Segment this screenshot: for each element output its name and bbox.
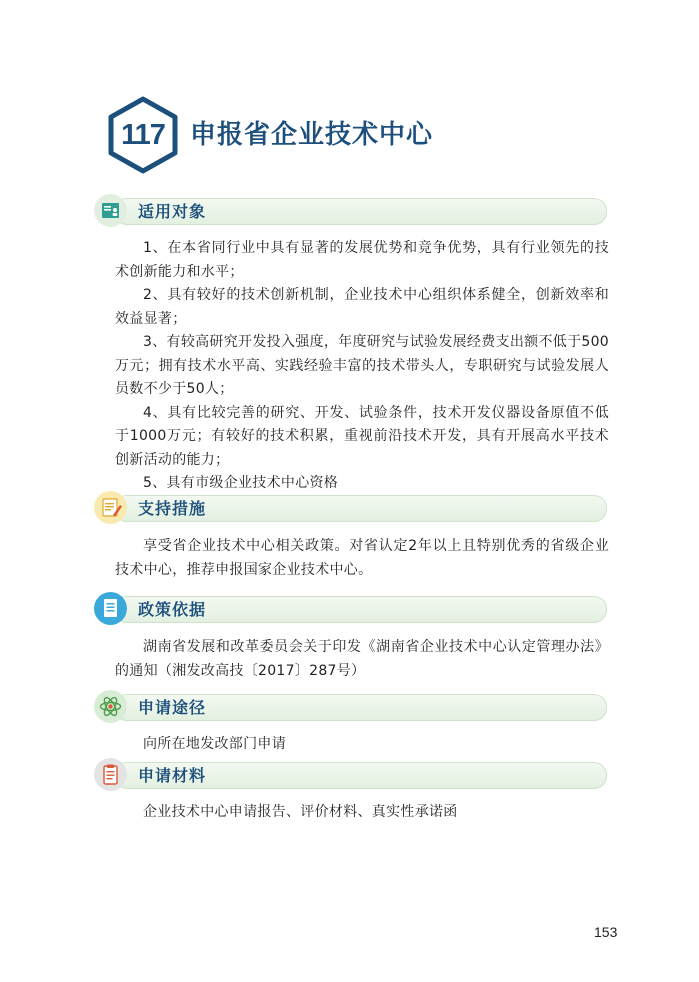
list-item: 1、在本省同行业中具有显著的发展优势和竞争优势，具有行业领先的技术创新能力和水平； xyxy=(115,240,609,280)
clipboard-icon xyxy=(94,758,127,791)
section-title: 适用对象 xyxy=(138,202,207,221)
support-text xyxy=(115,535,609,582)
document-list-icon xyxy=(94,592,127,625)
section-title: 政策依据 xyxy=(138,600,207,619)
list-item: 5、具有市级企业技术中心资格 xyxy=(143,475,339,491)
list-item: 4、具有比较完善的研究、开发、试验条件，技术开发仪器设备原值不低于1000万元；有较好的技术积累，重视前沿技术开发，具有开展高水平技术创新活动的能力； xyxy=(115,404,609,468)
section-header-materials xyxy=(94,758,607,791)
paragraph: 向所在地发改部门申请 xyxy=(143,736,286,752)
section-title: 支持措施 xyxy=(138,499,207,518)
list-item: 3、有较高研究开发投入强度，年度研究与试验发展经费支出额不低于500万元；拥有技术水平高、实践经验丰富的技术带头人，专职研究与试验发展人员数不少于50人； xyxy=(115,334,609,397)
page-title: 申报省企业技术中心 xyxy=(190,120,434,150)
atom-icon xyxy=(94,690,127,723)
paragraph: 湖南省发展和改革委员会关于印发《湖南省企业技术中心认定管理办法》的通知（湘发改高技〔2017〕287号） xyxy=(115,639,609,679)
item-number: 117 xyxy=(121,118,165,151)
document-pen-icon xyxy=(94,491,127,524)
person-card-icon xyxy=(94,194,127,227)
list-item: 2、具有较好的技术创新机制，企业技术中心组织体系健全，创新效率和效益显著； xyxy=(115,287,609,327)
section-header-channel xyxy=(94,690,607,723)
paragraph: 企业技术中心申请报告、评价材料、真实性承诺函 xyxy=(143,804,458,820)
page-number: 153 xyxy=(594,924,618,940)
section-header-policy xyxy=(94,592,607,625)
section-title: 申请途径 xyxy=(138,698,207,717)
policy-text xyxy=(115,636,609,683)
materials-text xyxy=(115,801,609,825)
paragraph: 享受省企业技术中心相关政策。对省认定2年以上且特别优秀的省级企业技术中心，推荐申报国家企业技术中心。 xyxy=(115,538,609,578)
channel-text xyxy=(115,733,609,757)
section-header-eligibility xyxy=(94,194,607,227)
section-title: 申请材料 xyxy=(138,766,207,785)
section-header-support xyxy=(94,491,607,524)
eligibility-list xyxy=(115,237,609,496)
